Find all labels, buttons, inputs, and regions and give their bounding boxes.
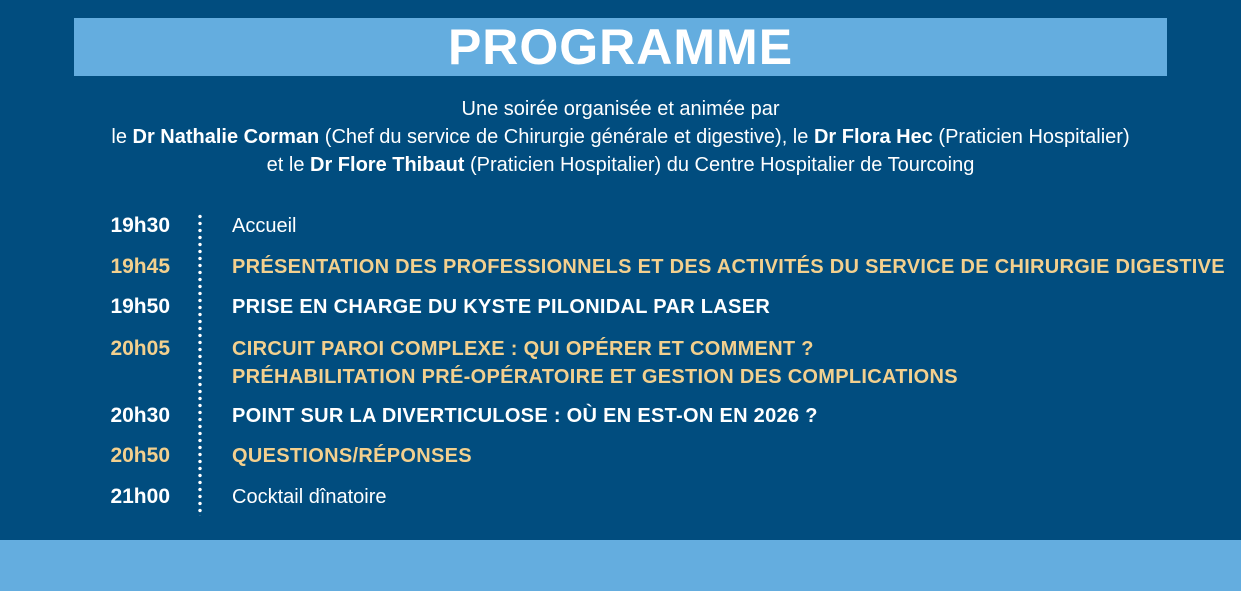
organizer-name: Dr Flora Hec [813, 126, 933, 148]
schedule-label: QUESTIONS/RÉPONSES [232, 445, 472, 467]
schedule-time: 19h45 [110, 255, 170, 278]
intro-text-part: et le [266, 154, 311, 176]
timeline-divider [198, 213, 202, 516]
schedule-time: 19h50 [110, 295, 170, 318]
schedule-label-secondary: PRÉHABILITATION PRÉ-OPÉRATOIRE ET GESTION DES COMPLICATIONS [232, 366, 958, 388]
intro-text-part: (Chef du service de Chirurgie générale et digestive), le [319, 126, 814, 148]
intro-text-part: le [111, 126, 133, 148]
schedule-time: 21h00 [110, 485, 170, 508]
schedule-label: Accueil [232, 215, 297, 237]
schedule-label: PRÉSENTATION DES PROFESSIONNELS ET DES ACTIVITÉS DU SERVICE DE CHIRURGIE DIGESTIVE [232, 256, 1225, 278]
intro-text-part: (Praticien Hospitalier) [932, 126, 1130, 148]
organizer-name: Dr Nathalie Corman [132, 126, 320, 148]
schedule-time: 20h50 [110, 444, 170, 467]
intro-text-part: (Praticien Hospitalier) du Centre Hospitalier de Tourcoing [464, 154, 975, 176]
schedule-label: PRISE EN CHARGE DU KYSTE PILONIDAL PAR LASER [232, 296, 771, 318]
schedule-time: 20h05 [110, 337, 170, 360]
schedule-time: 19h30 [110, 214, 170, 237]
organizer-name: Dr Flore Thibaut [310, 154, 465, 176]
page-title: PROGRAMME [447, 19, 794, 75]
schedule-time: 20h30 [110, 404, 170, 427]
schedule-label: POINT SUR LA DIVERTICULOSE : OÙ EN EST-ON EN 2026 ? [232, 405, 818, 427]
intro-line-1: Une soirée organisée et animée par [461, 98, 780, 120]
footer-band [0, 540, 1241, 591]
schedule-label: CIRCUIT PAROI COMPLEXE : QUI OPÉRER ET COMMENT ? [232, 338, 814, 360]
schedule-label: Cocktail dînatoire [232, 486, 387, 508]
